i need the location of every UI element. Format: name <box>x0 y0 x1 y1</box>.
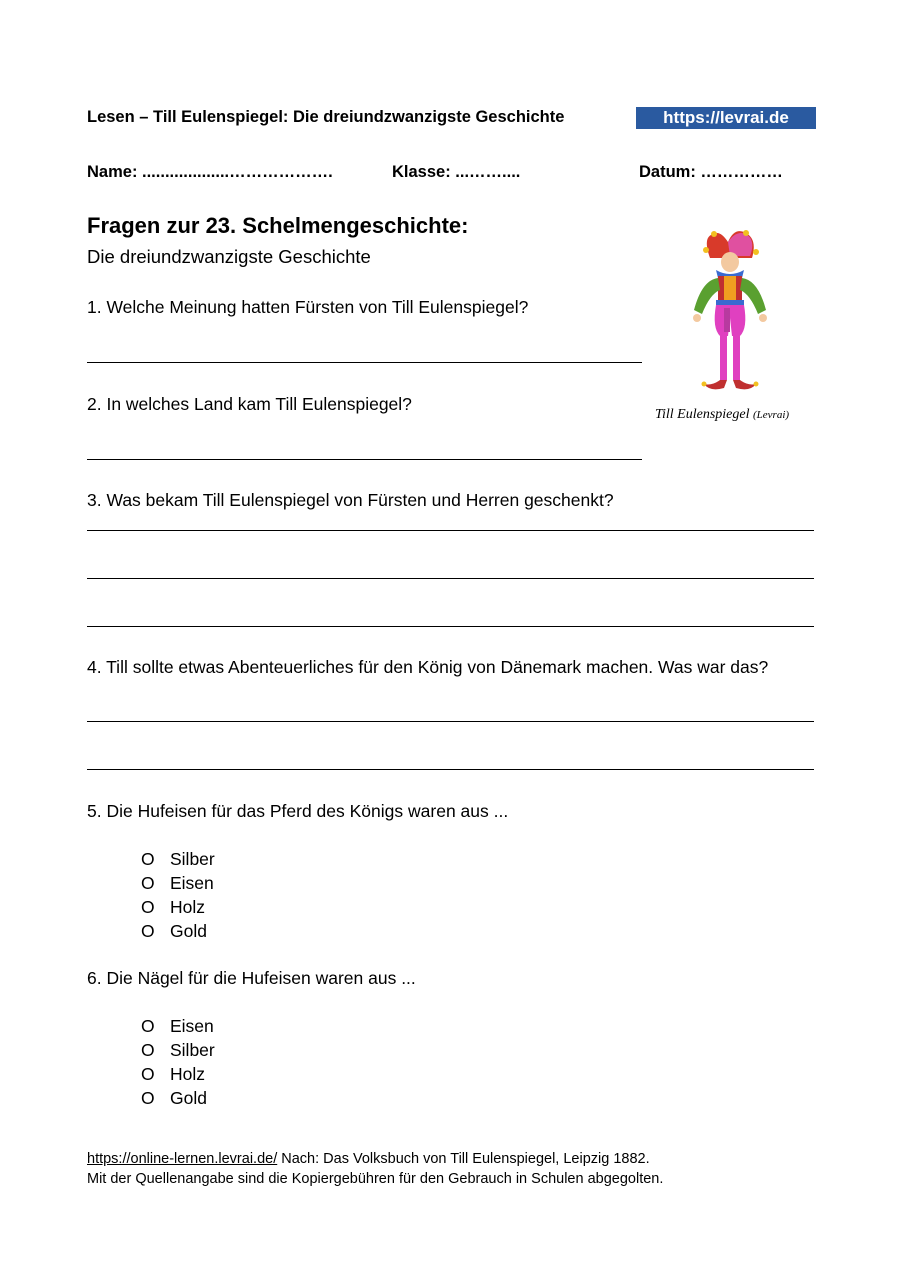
radio-circle-icon[interactable]: O <box>141 921 155 941</box>
name-field: Name: ...................………………. <box>87 163 333 181</box>
page-title: Fragen zur 23. Schelmengeschichte: <box>87 213 469 238</box>
radio-circle-icon[interactable]: O <box>141 1040 155 1060</box>
option-label: Eisen <box>170 1016 214 1036</box>
radio-circle-icon[interactable]: O <box>141 873 155 893</box>
option-label: Gold <box>170 1088 207 1108</box>
option-label: Holz <box>170 897 206 917</box>
option-holz[interactable] <box>141 1064 205 1085</box>
question-4: 4. Till sollte etwas Abenteuerliches für den König von Dänemark machen. Was war das? <box>87 657 769 677</box>
caption-credit: (Levrai) <box>753 409 790 421</box>
question-5: 5. Die Hufeisen für das Pferd des Königs waren aus ... <box>87 801 509 821</box>
question-6: 6. Die Nägel für die Hufeisen waren aus ... <box>87 968 416 988</box>
answer-line[interactable] <box>87 578 814 579</box>
option-silber[interactable] <box>141 849 215 870</box>
radio-circle-icon[interactable]: O <box>141 849 155 869</box>
option-eisen[interactable] <box>141 873 214 894</box>
option-holz[interactable] <box>141 897 205 918</box>
option-label: Holz <box>170 1064 206 1084</box>
option-silber[interactable] <box>141 1040 215 1061</box>
radio-circle-icon[interactable]: O <box>141 1016 155 1036</box>
footer-note: Mit der Quellenangabe sind die Kopiergebühren für den Gebrauch in Schulen abgegolten. <box>87 1171 664 1187</box>
page-subtitle: Die dreiundzwanzigste Geschichte <box>87 246 371 267</box>
option-label: Silber <box>170 1040 215 1060</box>
url-badge[interactable]: https://levrai.de <box>636 107 816 129</box>
radio-circle-icon[interactable]: O <box>141 1064 155 1084</box>
jester-icon <box>680 228 780 403</box>
option-gold[interactable] <box>141 921 207 942</box>
question-1: 1. Welche Meinung hatten Fürsten von Till Eulenspiegel? <box>87 297 529 317</box>
option-eisen[interactable] <box>141 1016 214 1037</box>
answer-line[interactable] <box>87 769 814 770</box>
answer-line[interactable] <box>87 530 814 531</box>
answer-line[interactable] <box>87 721 814 722</box>
option-gold[interactable] <box>141 1088 207 1109</box>
footer-source-text: Nach: Das Volksbuch von Till Eulenspiegel, Leipzig 1882. <box>277 1151 650 1167</box>
answer-line[interactable] <box>87 362 642 363</box>
caption-main: Till Eulenspiegel <box>655 407 750 422</box>
datum-field: Datum: …………… <box>639 163 783 181</box>
image-caption <box>655 407 789 423</box>
answer-line[interactable] <box>87 626 814 627</box>
footer-link[interactable]: https://online-lernen.levrai.de/ <box>87 1151 278 1167</box>
option-label: Silber <box>170 849 215 869</box>
radio-circle-icon[interactable]: O <box>141 897 155 917</box>
answer-line[interactable] <box>87 459 642 460</box>
worksheet-title: Lesen – Till Eulenspiegel: Die dreiundzwanzigste Geschichte <box>87 108 565 126</box>
option-label: Gold <box>170 921 207 941</box>
klasse-field: Klasse: ...…….... <box>392 163 521 181</box>
radio-circle-icon[interactable]: O <box>141 1088 155 1108</box>
option-label: Eisen <box>170 873 214 893</box>
question-3: 3. Was bekam Till Eulenspiegel von Fürsten und Herren geschenkt? <box>87 490 614 510</box>
question-2: 2. In welches Land kam Till Eulenspiegel? <box>87 394 412 414</box>
footer-source <box>87 1151 650 1167</box>
